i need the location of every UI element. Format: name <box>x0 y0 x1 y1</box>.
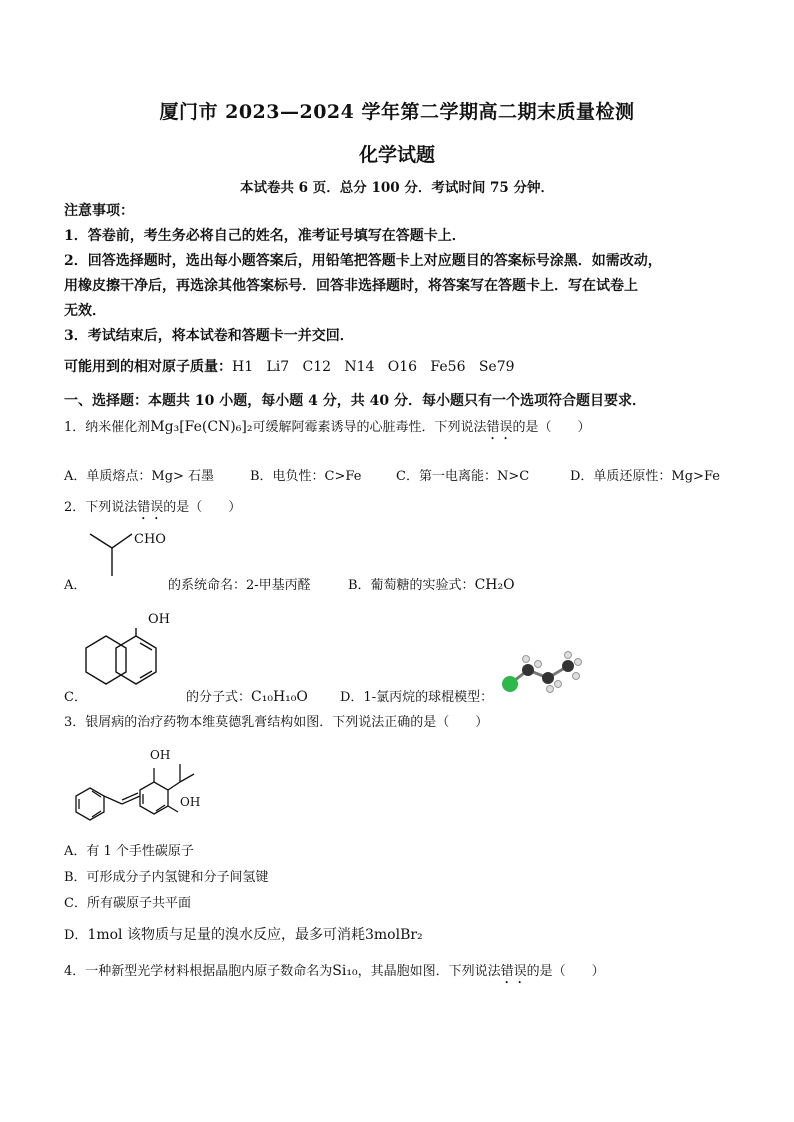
q3-option-c: C．所有碳原子共平面 <box>64 896 191 911</box>
q1-formula: Mg₃[Fe(CN)₆]₂ <box>150 419 253 435</box>
exam-title: 厦门市 2023—2024 学年第二学期高二期末质量检测 <box>159 101 635 123</box>
q4-post: 的是（ ） <box>526 964 605 979</box>
exam-subject: 化学试题 <box>358 144 435 166</box>
note-2-line-2: 用橡皮擦干净后，再选涂其他答案标号．回答非选择题时，将答案写在答题卡上．写在试卷上 <box>64 278 638 294</box>
q1-post: 的是（ ） <box>512 420 591 435</box>
q1-emphasis: 错误 <box>486 420 513 435</box>
q1-pre: 1．纳米催化剂 <box>64 420 151 435</box>
note-2-line-3: 无效． <box>64 303 106 319</box>
section-1-heading: 一、选择题：本题共 10 小题，每小题 4 分，共 40 分．每小题只有一个选项符合题目要求． <box>64 393 646 409</box>
naphthol-structure <box>84 628 188 698</box>
q4-mid: ，其晶胞如图．下列说法 <box>357 964 501 979</box>
chloropropane-ball-stick-model <box>498 650 584 696</box>
question-4-stem <box>64 960 605 987</box>
q2-b-text: B．葡萄糖的实验式： <box>348 578 475 593</box>
q4-pre: 4．一种新型光学材料根据晶胞内原子数命名为 <box>64 964 333 979</box>
q4-emphasis: 错误 <box>500 964 527 979</box>
q2-pre: 2．下列说法 <box>64 500 138 515</box>
atomic-masses-values: H1 Li7 C12 N14 O16 Fe56 Se79 <box>232 359 515 375</box>
q3-hydroxyl-bottom: OH <box>180 795 201 809</box>
q3-d-mid: 1mol 该物质与足量的溴水反应，最多可消耗 <box>87 927 365 943</box>
q3-d-pre: D． <box>64 928 88 943</box>
q1-option-c: C．第一电离能：N>C <box>396 469 530 484</box>
q2-option-c <box>186 686 308 705</box>
q2-c-text: 的分子式： <box>186 690 252 705</box>
q2-option-a-text: 的系统命名：2-甲基丙醛 <box>168 578 311 593</box>
q2-emphasis: 错误 <box>137 500 164 515</box>
q1-mid: 可缓解阿霉素诱导的心脏毒性．下列说法 <box>252 420 487 435</box>
q2-b-formula: CH₂O <box>474 577 515 593</box>
q2-option-d-text: D．1-氯丙烷的球棍模型： <box>340 690 494 705</box>
note-3: 3．考试结束后，将本试卷和答题卡一并交回． <box>64 328 354 344</box>
atomic-masses <box>64 356 515 376</box>
q3-d-formula: 3molBr₂ <box>364 927 423 943</box>
q2-option-c-label: C． <box>64 690 87 705</box>
q2-a-aldehyde-group: CHO <box>134 532 166 547</box>
question-1-stem <box>64 416 591 443</box>
q3-hydroxyl-top: OH <box>150 748 171 762</box>
q3-option-b: B．可形成分子内氢键和分子间氢键 <box>64 870 269 885</box>
q3-option-a: A．有 1 个手性碳原子 <box>64 844 194 859</box>
q1-option-a: A．单质熔点：Mg> 石墨 <box>64 469 215 484</box>
q2-option-b <box>348 574 515 593</box>
q2-c-hydroxyl-group: OH <box>148 612 170 627</box>
q4-formula: Si₁₀ <box>332 963 358 979</box>
notes-heading: 注意事项： <box>64 203 134 219</box>
benvitimod-structure <box>70 756 210 832</box>
q2-option-a-label: A． <box>64 578 87 593</box>
q2-c-formula: C₁₀H₁₀O <box>251 689 308 705</box>
question-3-stem: 3．银屑病的治疗药物本维莫德乳膏结构如图．下列说法正确的是（ ） <box>64 715 489 730</box>
exam-info: 本试卷共 6 页．总分 100 分．考试时间 75 分钟． <box>239 180 555 196</box>
question-2-stem <box>64 496 241 523</box>
q1-option-d: D．单质还原性：Mg>Fe <box>570 469 720 484</box>
q2-post: 的是（ ） <box>163 500 242 515</box>
q1-option-b: B．电负性：C>Fe <box>250 469 362 484</box>
atomic-masses-label: 可能用到的相对原子质量： <box>64 359 232 375</box>
note-1: 1．答卷前，考生务必将自己的姓名，准考证号填写在答题卡上． <box>64 228 466 244</box>
q3-option-d <box>64 924 423 944</box>
note-2-line-1: 2．回答选择题时，选出每小题答案后，用铅笔把答题卡上对应题目的答案标号涂黑．如需改动， <box>64 253 662 269</box>
